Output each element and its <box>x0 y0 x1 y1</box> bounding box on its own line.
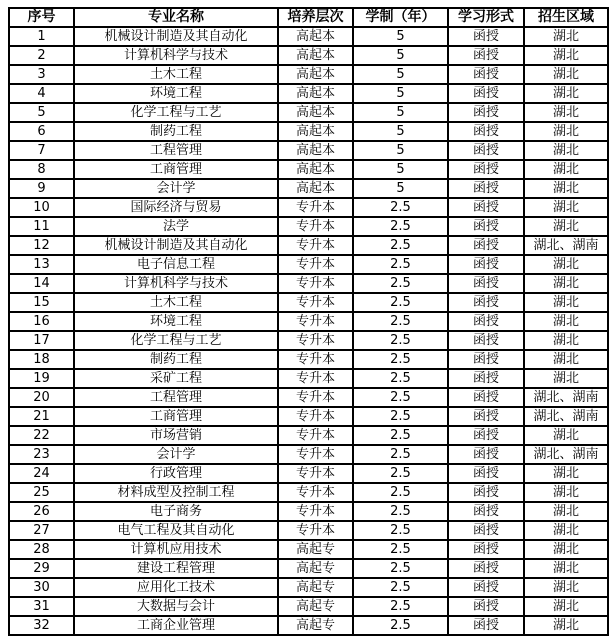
table-row <box>9 597 608 616</box>
cell-level: 专升本 <box>278 236 353 255</box>
table-row <box>9 27 608 46</box>
cell-mode: 函授 <box>448 559 524 578</box>
cell-no: 19 <box>9 369 74 388</box>
cell-level: 专升本 <box>278 331 353 350</box>
cell-level: 专升本 <box>278 255 353 274</box>
cell-major: 计算机科学与技术 <box>74 46 278 65</box>
cell-region: 湖北 <box>524 198 608 217</box>
cell-mode: 函授 <box>448 407 524 426</box>
table-row <box>9 312 608 331</box>
cell-mode: 函授 <box>448 578 524 597</box>
cell-mode: 函授 <box>448 255 524 274</box>
cell-no: 18 <box>9 350 74 369</box>
cell-mode: 函授 <box>448 293 524 312</box>
cell-no: 24 <box>9 464 74 483</box>
table-row <box>9 578 608 597</box>
cell-region: 湖北、湖南 <box>524 445 608 464</box>
table-row <box>9 84 608 103</box>
cell-duration: 2.5 <box>353 293 448 312</box>
table-row <box>9 255 608 274</box>
cell-region: 湖北、湖南 <box>524 407 608 426</box>
cell-major: 电气工程及其自动化 <box>74 521 278 540</box>
cell-region: 湖北 <box>524 350 608 369</box>
header-row <box>9 8 608 27</box>
cell-major: 环境工程 <box>74 312 278 331</box>
cell-major: 环境工程 <box>74 84 278 103</box>
cell-mode: 函授 <box>448 331 524 350</box>
cell-major: 制药工程 <box>74 350 278 369</box>
cell-level: 高起本 <box>278 84 353 103</box>
cell-region: 湖北 <box>524 65 608 84</box>
cell-mode: 函授 <box>448 103 524 122</box>
cell-duration: 5 <box>353 27 448 46</box>
cell-no: 16 <box>9 312 74 331</box>
cell-level: 专升本 <box>278 521 353 540</box>
table-row <box>9 483 608 502</box>
cell-region: 湖北 <box>524 578 608 597</box>
cell-mode: 函授 <box>448 616 524 635</box>
cell-no: 25 <box>9 483 74 502</box>
cell-level: 专升本 <box>278 274 353 293</box>
cell-major: 材料成型及控制工程 <box>74 483 278 502</box>
cell-region: 湖北 <box>524 616 608 635</box>
table-row <box>9 540 608 559</box>
cell-major: 工程管理 <box>74 141 278 160</box>
cell-level: 高起本 <box>278 27 353 46</box>
cell-duration: 2.5 <box>353 616 448 635</box>
cell-level: 高起专 <box>278 559 353 578</box>
cell-no: 9 <box>9 179 74 198</box>
cell-major: 工程管理 <box>74 388 278 407</box>
cell-region: 湖北 <box>524 369 608 388</box>
cell-mode: 函授 <box>448 236 524 255</box>
cell-duration: 5 <box>353 179 448 198</box>
table-row <box>9 407 608 426</box>
cell-duration: 2.5 <box>353 578 448 597</box>
cell-duration: 2.5 <box>353 540 448 559</box>
cell-duration: 2.5 <box>353 312 448 331</box>
cell-no: 3 <box>9 65 74 84</box>
cell-major: 化学工程与工艺 <box>74 331 278 350</box>
cell-no: 1 <box>9 27 74 46</box>
cell-no: 13 <box>9 255 74 274</box>
cell-region: 湖北 <box>524 217 608 236</box>
cell-no: 30 <box>9 578 74 597</box>
cell-major: 电子信息工程 <box>74 255 278 274</box>
cell-mode: 函授 <box>448 502 524 521</box>
cell-level: 高起本 <box>278 122 353 141</box>
cell-mode: 函授 <box>448 464 524 483</box>
cell-major: 会计学 <box>74 445 278 464</box>
cell-mode: 函授 <box>448 160 524 179</box>
cell-mode: 函授 <box>448 217 524 236</box>
col-header-duration: 学制（年） <box>353 8 448 27</box>
cell-region: 湖北 <box>524 160 608 179</box>
cell-no: 7 <box>9 141 74 160</box>
cell-mode: 函授 <box>448 198 524 217</box>
cell-duration: 2.5 <box>353 274 448 293</box>
cell-duration: 2.5 <box>353 369 448 388</box>
cell-mode: 函授 <box>448 179 524 198</box>
cell-mode: 函授 <box>448 597 524 616</box>
cell-level: 高起本 <box>278 103 353 122</box>
programs-table <box>8 7 609 636</box>
cell-mode: 函授 <box>448 521 524 540</box>
cell-level: 专升本 <box>278 217 353 236</box>
cell-mode: 函授 <box>448 84 524 103</box>
cell-major: 国际经济与贸易 <box>74 198 278 217</box>
cell-region: 湖北 <box>524 597 608 616</box>
cell-duration: 2.5 <box>353 464 448 483</box>
cell-no: 32 <box>9 616 74 635</box>
cell-level: 专升本 <box>278 369 353 388</box>
cell-no: 6 <box>9 122 74 141</box>
cell-duration: 5 <box>353 65 448 84</box>
cell-no: 26 <box>9 502 74 521</box>
cell-level: 高起专 <box>278 597 353 616</box>
cell-region: 湖北 <box>524 331 608 350</box>
table-row <box>9 46 608 65</box>
cell-region: 湖北 <box>524 255 608 274</box>
cell-no: 2 <box>9 46 74 65</box>
table-row <box>9 217 608 236</box>
cell-duration: 5 <box>353 122 448 141</box>
table-row <box>9 331 608 350</box>
cell-level: 高起专 <box>278 616 353 635</box>
cell-major: 工商企业管理 <box>74 616 278 635</box>
table-row <box>9 559 608 578</box>
programs-table-container <box>8 7 609 636</box>
cell-mode: 函授 <box>448 122 524 141</box>
cell-level: 专升本 <box>278 426 353 445</box>
table-row <box>9 293 608 312</box>
cell-mode: 函授 <box>448 141 524 160</box>
cell-duration: 2.5 <box>353 236 448 255</box>
cell-duration: 2.5 <box>353 198 448 217</box>
cell-region: 湖北 <box>524 122 608 141</box>
cell-major: 机械设计制造及其自动化 <box>74 27 278 46</box>
cell-level: 高起本 <box>278 179 353 198</box>
cell-region: 湖北 <box>524 274 608 293</box>
cell-major: 工商管理 <box>74 160 278 179</box>
cell-duration: 2.5 <box>353 426 448 445</box>
cell-mode: 函授 <box>448 388 524 407</box>
cell-no: 12 <box>9 236 74 255</box>
cell-region: 湖北、湖南 <box>524 388 608 407</box>
cell-duration: 2.5 <box>353 483 448 502</box>
col-header-major: 专业名称 <box>74 8 278 27</box>
table-row <box>9 502 608 521</box>
cell-major: 大数据与会计 <box>74 597 278 616</box>
cell-no: 21 <box>9 407 74 426</box>
table-row <box>9 369 608 388</box>
table-row <box>9 616 608 635</box>
cell-major: 计算机应用技术 <box>74 540 278 559</box>
cell-region: 湖北 <box>524 293 608 312</box>
cell-region: 湖北、湖南 <box>524 236 608 255</box>
cell-region: 湖北 <box>524 312 608 331</box>
table-row <box>9 179 608 198</box>
cell-major: 土木工程 <box>74 65 278 84</box>
cell-duration: 2.5 <box>353 502 448 521</box>
cell-duration: 5 <box>353 160 448 179</box>
cell-duration: 2.5 <box>353 445 448 464</box>
cell-level: 高起本 <box>278 46 353 65</box>
cell-level: 专升本 <box>278 483 353 502</box>
cell-level: 专升本 <box>278 198 353 217</box>
cell-major: 化学工程与工艺 <box>74 103 278 122</box>
cell-level: 专升本 <box>278 293 353 312</box>
cell-duration: 2.5 <box>353 217 448 236</box>
cell-duration: 2.5 <box>353 559 448 578</box>
table-row <box>9 160 608 179</box>
cell-region: 湖北 <box>524 483 608 502</box>
cell-mode: 函授 <box>448 426 524 445</box>
cell-region: 湖北 <box>524 179 608 198</box>
cell-level: 专升本 <box>278 388 353 407</box>
cell-major: 会计学 <box>74 179 278 198</box>
cell-major: 机械设计制造及其自动化 <box>74 236 278 255</box>
table-row <box>9 141 608 160</box>
cell-no: 4 <box>9 84 74 103</box>
cell-no: 31 <box>9 597 74 616</box>
table-row <box>9 388 608 407</box>
cell-mode: 函授 <box>448 540 524 559</box>
cell-level: 高起专 <box>278 578 353 597</box>
table-row <box>9 122 608 141</box>
cell-major: 应用化工技术 <box>74 578 278 597</box>
cell-duration: 2.5 <box>353 331 448 350</box>
cell-duration: 2.5 <box>353 597 448 616</box>
cell-region: 湖北 <box>524 521 608 540</box>
cell-duration: 5 <box>353 141 448 160</box>
table-row <box>9 198 608 217</box>
cell-mode: 函授 <box>448 369 524 388</box>
table-body <box>9 27 608 635</box>
col-header-index: 序号 <box>9 8 74 27</box>
table-row <box>9 445 608 464</box>
cell-no: 22 <box>9 426 74 445</box>
cell-major: 行政管理 <box>74 464 278 483</box>
cell-major: 法学 <box>74 217 278 236</box>
cell-duration: 2.5 <box>353 255 448 274</box>
cell-no: 8 <box>9 160 74 179</box>
table-row <box>9 521 608 540</box>
cell-major: 工商管理 <box>74 407 278 426</box>
cell-duration: 5 <box>353 84 448 103</box>
table-row <box>9 426 608 445</box>
cell-no: 23 <box>9 445 74 464</box>
cell-mode: 函授 <box>448 46 524 65</box>
cell-duration: 2.5 <box>353 388 448 407</box>
cell-mode: 函授 <box>448 65 524 84</box>
col-header-region: 招生区域 <box>524 8 608 27</box>
cell-region: 湖北 <box>524 46 608 65</box>
cell-mode: 函授 <box>448 483 524 502</box>
cell-level: 专升本 <box>278 312 353 331</box>
cell-major: 电子商务 <box>74 502 278 521</box>
cell-major: 制药工程 <box>74 122 278 141</box>
cell-region: 湖北 <box>524 540 608 559</box>
cell-no: 11 <box>9 217 74 236</box>
cell-no: 15 <box>9 293 74 312</box>
cell-major: 建设工程管理 <box>74 559 278 578</box>
table-row <box>9 464 608 483</box>
cell-level: 专升本 <box>278 445 353 464</box>
cell-region: 湖北 <box>524 426 608 445</box>
cell-no: 28 <box>9 540 74 559</box>
cell-region: 湖北 <box>524 559 608 578</box>
cell-region: 湖北 <box>524 502 608 521</box>
cell-region: 湖北 <box>524 84 608 103</box>
cell-mode: 函授 <box>448 312 524 331</box>
col-header-mode: 学习形式 <box>448 8 524 27</box>
cell-region: 湖北 <box>524 27 608 46</box>
cell-no: 5 <box>9 103 74 122</box>
cell-region: 湖北 <box>524 141 608 160</box>
cell-mode: 函授 <box>448 445 524 464</box>
cell-duration: 2.5 <box>353 350 448 369</box>
cell-duration: 5 <box>353 103 448 122</box>
cell-no: 20 <box>9 388 74 407</box>
cell-region: 湖北 <box>524 103 608 122</box>
cell-major: 土木工程 <box>74 293 278 312</box>
cell-level: 专升本 <box>278 464 353 483</box>
table-row <box>9 350 608 369</box>
cell-region: 湖北 <box>524 464 608 483</box>
cell-level: 高起本 <box>278 65 353 84</box>
cell-level: 专升本 <box>278 350 353 369</box>
table-row <box>9 236 608 255</box>
table-row <box>9 65 608 84</box>
cell-major: 市场营销 <box>74 426 278 445</box>
cell-mode: 函授 <box>448 27 524 46</box>
table-row <box>9 103 608 122</box>
table-row <box>9 274 608 293</box>
cell-no: 14 <box>9 274 74 293</box>
cell-mode: 函授 <box>448 350 524 369</box>
cell-no: 10 <box>9 198 74 217</box>
cell-duration: 2.5 <box>353 521 448 540</box>
cell-major: 计算机科学与技术 <box>74 274 278 293</box>
col-header-level: 培养层次 <box>278 8 353 27</box>
cell-level: 专升本 <box>278 407 353 426</box>
cell-major: 采矿工程 <box>74 369 278 388</box>
cell-mode: 函授 <box>448 274 524 293</box>
cell-duration: 2.5 <box>353 407 448 426</box>
cell-level: 高起本 <box>278 141 353 160</box>
cell-level: 高起本 <box>278 160 353 179</box>
cell-no: 17 <box>9 331 74 350</box>
cell-level: 专升本 <box>278 502 353 521</box>
cell-level: 高起专 <box>278 540 353 559</box>
cell-no: 27 <box>9 521 74 540</box>
cell-no: 29 <box>9 559 74 578</box>
cell-duration: 5 <box>353 46 448 65</box>
